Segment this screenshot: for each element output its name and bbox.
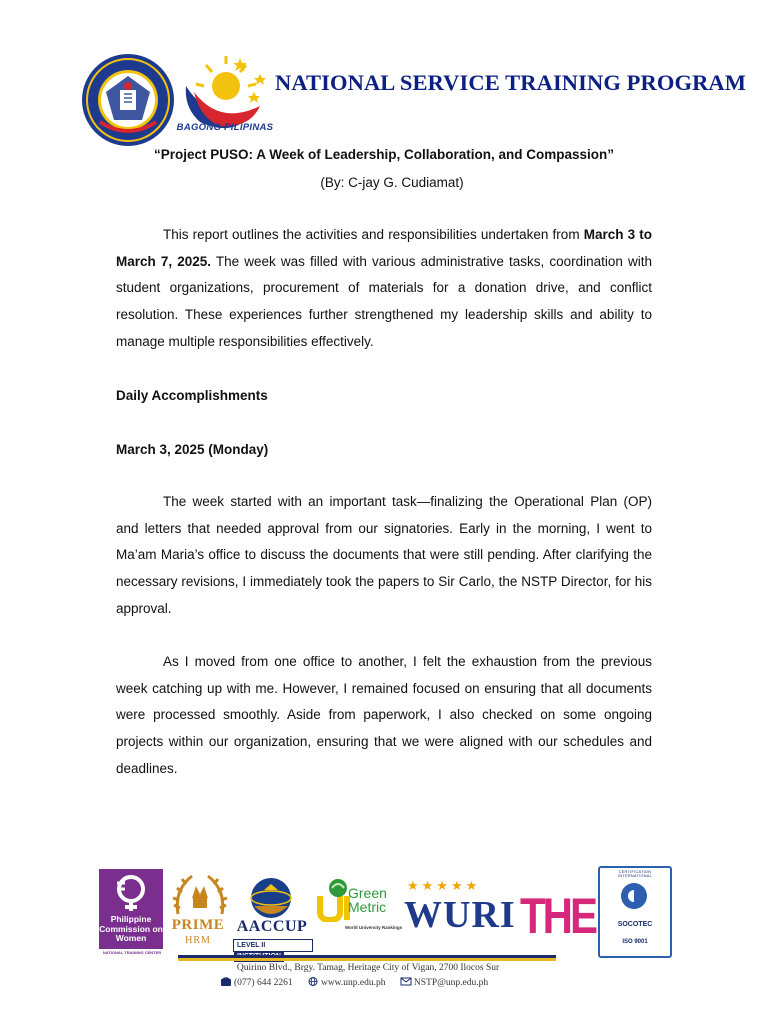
intro-date-range: March 3 to March 7, 2025. [116, 227, 652, 269]
footer-address: Quirino Blvd., Brgy. Tamag, Heritage City of Vigan, 2700 Ilocos Sur [236, 963, 500, 973]
socotec-icon [620, 882, 648, 910]
aaccup-level: LEVEL II [237, 942, 266, 949]
socotec-name: SOCOTEC [617, 921, 653, 928]
pcw-caption: NATIONAL TRAINING CENTER [102, 950, 162, 955]
pcw-name: Philippine Commission on Women [99, 914, 163, 943]
bagong-pilipinas-caption: BAGONG PILIPINAS [176, 122, 274, 133]
intro-paragraph [116, 222, 652, 356]
wuri-stars-icon: ★★★★★ [407, 878, 481, 893]
wuri-logo-text: WURI [404, 894, 516, 936]
the-logo-text: THE [520, 887, 595, 944]
document-byline: (By: C-jay G. Cudiamat) [320, 175, 464, 190]
body-paragraph-2 [116, 649, 652, 783]
document-title: “Project PUSO: A Week of Leadership, Collaboration, and Compassion” [153, 147, 615, 162]
footer-rule-gold [178, 958, 556, 961]
aaccup-globe-logo [246, 876, 296, 922]
intro-text-after: The week was filled with various administrative tasks, coordination with student organizations, procurement of materials for a donation drive, and conflict resolution. These experiences further strengthened my leadership skills and ability to manage multiple responsibilities effectively. [116, 253, 652, 349]
body-paragraph-1 [116, 489, 652, 623]
socotec-certification-text: CERTIFICATION INTERNATIONAL [618, 870, 652, 878]
footer-email [400, 978, 494, 988]
phone-icon [220, 977, 232, 986]
prime-sub-label: HRM [185, 935, 211, 946]
greenmetric-metric: Metric [348, 899, 387, 915]
footer-email-text: NSTP@unp.edu.ph [413, 978, 489, 988]
mail-icon [400, 977, 412, 986]
greenmetric-subtitle: World University Rankings [345, 925, 403, 930]
section-heading-daily-accomplishments: Daily Accomplishments [116, 388, 268, 403]
paragraph-1-text: The week started with an important task—finalizing the Operational Plan (OP) and letters that needed approval from our signatories. Early in the morning, I went to Ma’am Maria’s office to discuss the documents that were still pending. After clarifying the necessary revisions, I immediately took the papers to Sir Carlo, the NSTP Director, for his approval. [116, 494, 652, 616]
globe-icon [307, 977, 319, 986]
prime-label: PRIME [171, 917, 225, 933]
greenmetric-green: Green [348, 885, 387, 901]
intro-text-before: This report outlines the activities and responsibilities undertaken from [163, 227, 584, 242]
footer-website-text: www.unp.edu.ph [320, 978, 386, 988]
footer-phone [220, 978, 299, 988]
program-title: NATIONAL SERVICE TRAINING PROGRAM [275, 70, 747, 95]
paragraph-2-text: As I moved from one office to another, I felt the exhaustion from the previous week catching up with me. However, I remained focused on ensuring that all documents were processed smoothly. Aside from paperwork, I also checked on some ongoing projects within our organization, ensuring that we were aligned with our schedules and deadlines. [116, 654, 652, 776]
socotec-iso: ISO 9001 [622, 939, 648, 945]
footer-phone-text: (077) 644 2261 [234, 978, 293, 988]
aaccup-level-badge [233, 939, 313, 952]
footer-website [307, 978, 392, 988]
aaccup-label: AACCUP [236, 918, 308, 935]
pcw-emblem-icon [113, 873, 149, 913]
footer-contacts [220, 977, 500, 988]
pcw-logo [99, 869, 163, 949]
unp-seal-logo [80, 52, 176, 148]
day-heading-march-3: March 3, 2025 (Monday) [116, 442, 269, 457]
